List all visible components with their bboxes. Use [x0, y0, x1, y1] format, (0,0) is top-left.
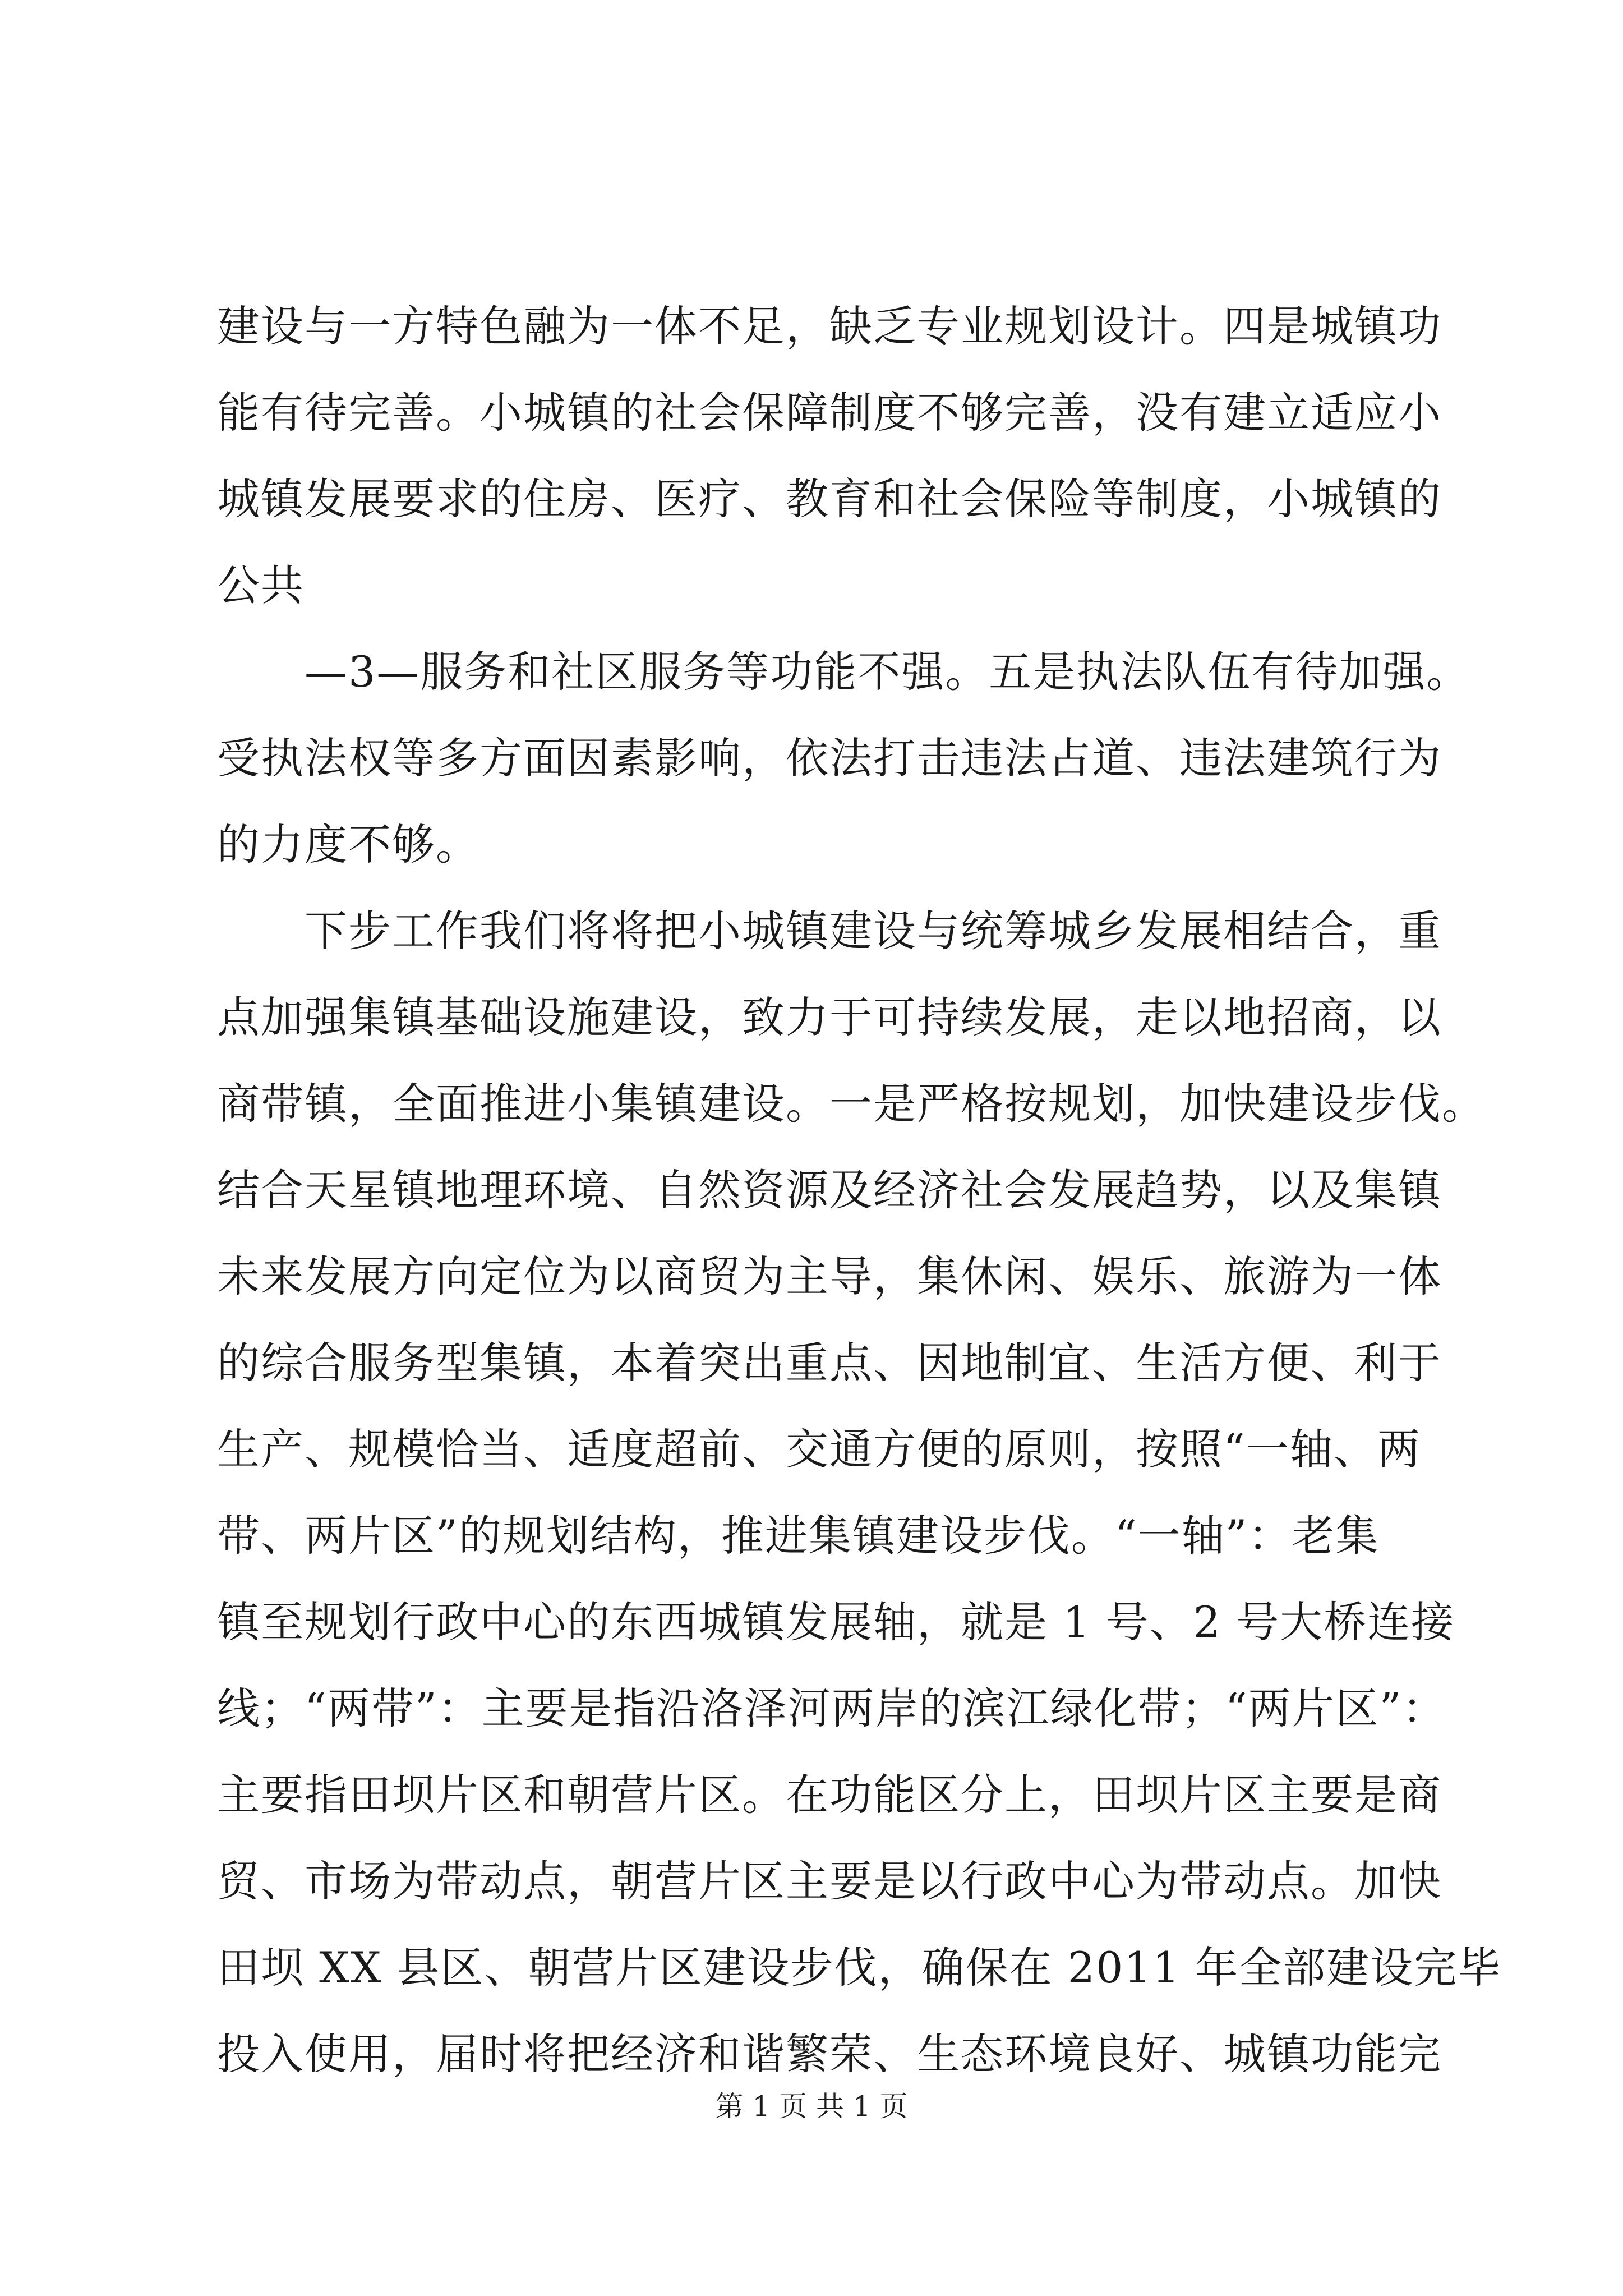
- body-text: [217, 283, 1502, 2097]
- text-line: 镇至规划行政中心的东西城镇发展轴，就是 1 号、2 号大桥连接: [217, 1597, 1455, 1647]
- text-line: 的综合服务型集镇，本着突出重点、因地制宜、生活方便、利于: [217, 1338, 1442, 1388]
- text-line: 生产、规模恰当、适度超前、交通方便的原则，按照“一轴、两: [217, 1424, 1421, 1474]
- text-line: 下步工作我们将将把小城镇建设与统筹城乡发展相结合，重: [217, 906, 1442, 956]
- text-line: 田坝 XX 县区、朝营片区建设步伐，确保在 2011 年全部建设完毕: [217, 1943, 1502, 1993]
- text-line: 线；“两带”：主要是指沿洛泽河两岸的滨江绿化带；“两片区”：: [217, 1683, 1446, 1733]
- text-line: 投入使用，届时将把经济和谐繁荣、生态环境良好、城镇功能完: [217, 2029, 1442, 2079]
- text-line: 带、两片区”的规划结构，推进集镇建设步伐。“一轴”：老集: [217, 1511, 1380, 1561]
- page-number-footer: 第 1 页 共 1 页: [715, 2090, 908, 2123]
- text-line: 商带镇，全面推进小集镇建设。一是严格按规划，加快建设步伐。: [217, 1079, 1486, 1129]
- text-line: 的力度不够。: [217, 820, 479, 869]
- text-line: 公共: [217, 560, 305, 610]
- text-line: —3—服务和社区服务等功能不强。五是执法队伍有待加强。: [217, 647, 1470, 697]
- text-line: 结合天星镇地理环境、自然资源及经济社会发展趋势，以及集镇: [217, 1165, 1442, 1215]
- text-line: 受执法权等多方面因素影响，依法打击违法占道、违法建筑行为: [217, 733, 1442, 783]
- text-line: 点加强集镇基础设施建设，致力于可持续发展，走以地招商，以: [217, 992, 1442, 1042]
- text-line: 主要指田坝片区和朝营片区。在功能区分上，田坝片区主要是商: [217, 1770, 1442, 1820]
- text-line: 城镇发展要求的住房、医疗、教育和社会保险等制度，小城镇的: [217, 474, 1442, 524]
- text-line: 未来发展方向定位为以商贸为主导，集休闲、娱乐、旅游为一体: [217, 1251, 1442, 1301]
- text-line: 贸、市场为带动点，朝营片区主要是以行政中心为带动点。加快: [217, 1856, 1442, 1906]
- text-line: 建设与一方特色融为一体不足，缺乏专业规划设计。四是城镇功: [217, 301, 1442, 351]
- text-line: 能有待完善。小城镇的社会保障制度不够完善，没有建立适应小: [217, 388, 1442, 438]
